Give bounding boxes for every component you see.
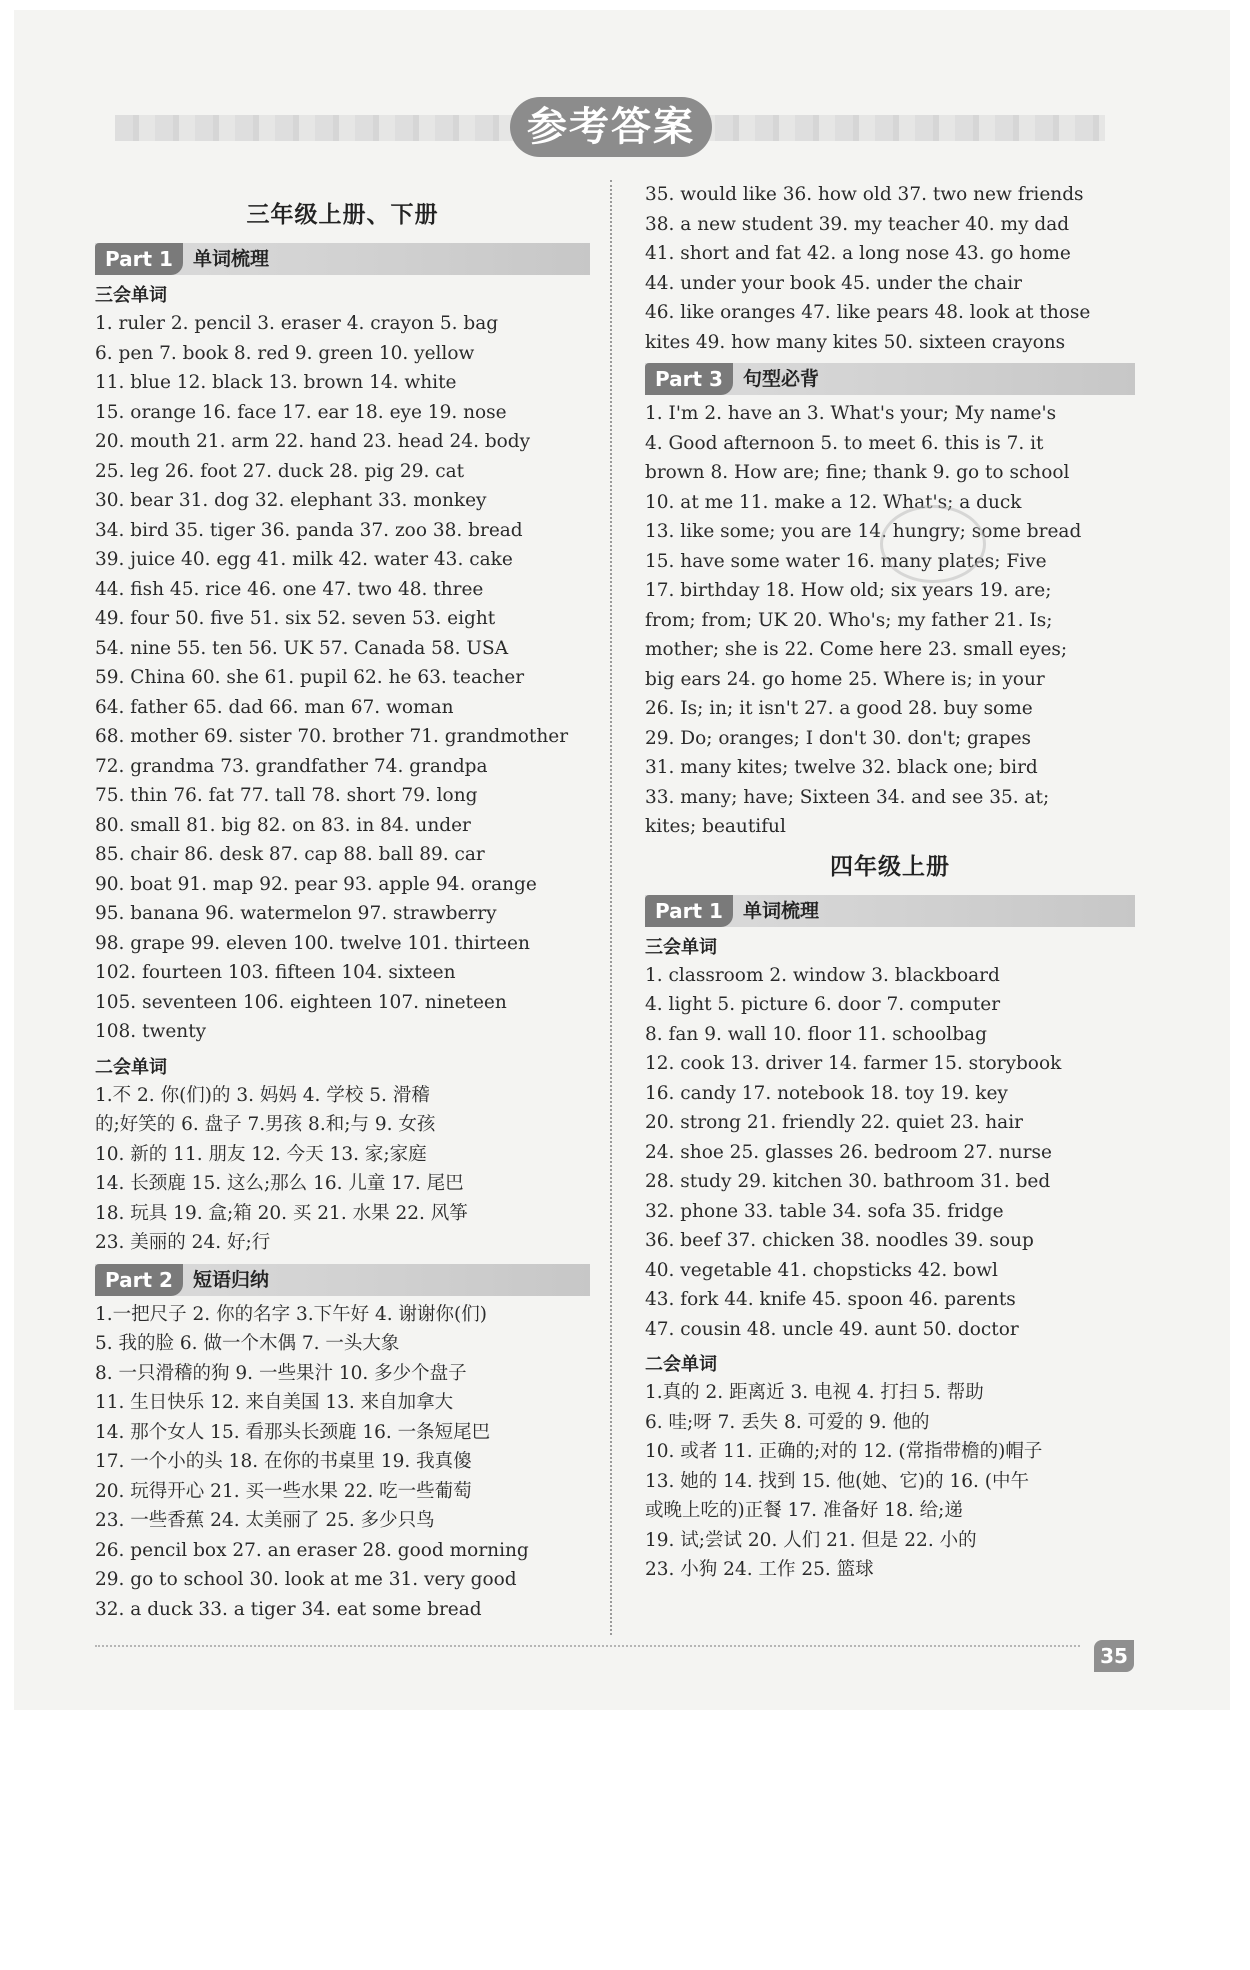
answer-line: 26. pencil box 27. an eraser 28. good morning (95, 1539, 529, 1561)
answer-line: 44. under your book 45. under the chair (645, 272, 1022, 294)
answer-line: 1.真的 2. 距离近 3. 电视 4. 打扫 5. 帮助 (645, 1382, 984, 1403)
answer-line: 23. 一些香蕉 24. 太美丽了 25. 多少只鸟 (95, 1510, 435, 1531)
answer-line: 14. 那个女人 15. 看那头长颈鹿 16. 一条短尾巴 (95, 1421, 491, 1443)
answer-line: 8. 一只滑稽的狗 9. 一些果汁 10. 多少个盘子 (95, 1362, 467, 1384)
answer-line: 32. a duck 33. a tiger 34. eat some bread (95, 1598, 482, 1620)
answer-line: 1.一把尺子 2. 你的名字 3.下午好 4. 谢谢你(们) (95, 1303, 487, 1325)
answer-line: 35. would like 36. how old 37. two new friends (645, 184, 1084, 205)
answer-line: 32. phone 33. table 34. sofa 35. fridge (645, 1200, 1004, 1222)
answer-line: big ears 24. go home 25. Where is; in your (645, 668, 1045, 690)
answer-line: 28. study 29. kitchen 30. bathroom 31. bed (645, 1171, 1051, 1192)
part-title: 短语归纳 (193, 1268, 270, 1291)
answer-lines (645, 180, 1135, 357)
part-tag: Part 3 (645, 363, 733, 395)
answer-lines (95, 1300, 590, 1625)
subsection-title: 二会单词 (645, 1354, 717, 1375)
part-header (95, 243, 590, 275)
grade-heading: 三年级上册、下册 (246, 202, 439, 228)
answer-line: 44. fish 45. rice 46. one 47. two 48. three (95, 578, 484, 600)
answer-line: 38. a new student 39. my teacher 40. my dad (645, 213, 1070, 235)
answer-line: brown 8. How are; fine; thank 9. go to school (645, 462, 1070, 483)
answer-line: 68. mother 69. sister 70. brother 71. grandmother (95, 726, 569, 747)
answer-lines (95, 309, 590, 1047)
right-column (645, 180, 1135, 1585)
subsection-title: 三会单词 (645, 936, 717, 958)
answer-line: 10. at me 11. make a 12. What's; a duck (645, 491, 1022, 513)
answer-line: 29. go to school 30. look at me 31. very good (95, 1569, 517, 1590)
answer-line: 59. China 60. she 61. pupil 62. he 63. teacher (95, 667, 525, 688)
answer-line: 64. father 65. dad 66. man 67. woman (95, 696, 454, 718)
answer-line: 4. Good afternoon 5. to meet 6. this is 7. it (645, 432, 1044, 454)
answer-line: 4. light 5. picture 6. door 7. computer (645, 994, 1001, 1015)
answer-line: 49. four 50. five 51. six 52. seven 53. eight (95, 608, 496, 629)
part-header (645, 895, 1135, 927)
answer-line: 47. cousin 48. uncle 49. aunt 50. doctor (645, 1318, 1019, 1340)
part-tag: Part 1 (645, 895, 733, 927)
answer-line: kites; beautiful (645, 816, 786, 837)
part-tag: Part 2 (95, 1264, 183, 1296)
answer-line: 29. Do; oranges; I don't 30. don't; grapes (645, 727, 1032, 749)
answer-line: 40. vegetable 41. chopsticks 42. bowl (645, 1259, 998, 1281)
answer-line: 20. 玩得开心 21. 买一些水果 22. 吃一些葡萄 (95, 1480, 472, 1502)
answer-line: 或晚上吃的)正餐 17. 准备好 18. 给;递 (645, 1500, 963, 1521)
part-header (95, 1264, 590, 1296)
watermark-stamp (880, 505, 986, 583)
answer-line: 1. classroom 2. window 3. blackboard (645, 964, 1000, 986)
answer-line: 15. have some water 16. many plates; Five (645, 550, 1047, 572)
part-title: 单词梳理 (743, 899, 820, 922)
answer-line: 31. many kites; twelve 32. black one; bird (645, 757, 1038, 778)
answer-line: 98. grape 99. eleven 100. twelve 101. thirteen (95, 932, 530, 954)
answer-line: 26. Is; in; it isn't 27. a good 28. buy some (645, 698, 1033, 719)
answer-line: 23. 小狗 24. 工作 25. 篮球 (645, 1559, 874, 1580)
answer-line: 34. bird 35. tiger 36. panda 37. zoo 38. bread (95, 519, 523, 541)
answer-line: 15. orange 16. face 17. ear 18. eye 19. nose (95, 401, 507, 423)
answer-line: 的;好笑的 6. 盘子 7.男孩 8.和;与 9. 女孩 (95, 1114, 436, 1135)
answer-line: 36. beef 37. chicken 38. noodles 39. soup (645, 1230, 1034, 1251)
banner-title: 参考答案 (510, 97, 712, 157)
answer-line: 41. short and fat 42. a long nose 43. go home (645, 243, 1071, 264)
part-title: 句型必背 (743, 368, 820, 390)
grade-heading: 四年级上册 (830, 853, 950, 880)
answer-line: 8. fan 9. wall 10. floor 11. schoolbag (645, 1023, 987, 1045)
answer-line: 16. candy 17. notebook 18. toy 19. key (645, 1082, 1008, 1104)
answer-line: 95. banana 96. watermelon 97. strawberry (95, 903, 497, 924)
answer-line: 54. nine 55. ten 56. UK 57. Canada 58. USA (95, 637, 509, 659)
answer-line: 13. like some; you are 14. hungry; some bread (645, 521, 1082, 542)
answer-line: 12. cook 13. driver 14. farmer 15. storybook (645, 1053, 1062, 1074)
answer-line: 72. grandma 73. grandfather 74. grandpa (95, 755, 488, 777)
answer-line: 19. 试;尝试 20. 人们 21. 但是 22. 小的 (645, 1529, 977, 1551)
answer-line: 17. birthday 18. How old; six years 19. are; (645, 580, 1052, 601)
subsection-title: 二会单词 (95, 1056, 167, 1078)
answer-line: 11. 生日快乐 12. 来自美国 13. 来自加拿大 (95, 1392, 454, 1413)
part-title: 单词梳理 (193, 248, 270, 270)
answer-lines (645, 399, 1135, 842)
answer-lines (645, 961, 1135, 1345)
answer-line: 18. 玩具 19. 盒;箱 20. 买 21. 水果 22. 风筝 (95, 1202, 468, 1224)
answer-line: 20. mouth 21. arm 22. hand 23. head 24. body (95, 431, 531, 452)
footer-rule (95, 1645, 1080, 1647)
answer-line: 102. fourteen 103. fifteen 104. sixteen (95, 962, 456, 983)
answer-line: 6. pen 7. book 8. red 9. green 10. yellow (95, 342, 475, 364)
answer-line: 20. strong 21. friendly 22. quiet 23. hair (645, 1112, 1023, 1133)
answer-line: 25. leg 26. foot 27. duck 28. pig 29. cat (95, 460, 465, 482)
answer-line: 10. 或者 11. 正确的;对的 12. (常指带檐的)帽子 (645, 1441, 1043, 1462)
answer-line: 85. chair 86. desk 87. cap 88. ball 89. car (95, 844, 485, 865)
subsection-title: 三会单词 (95, 285, 167, 306)
answer-lines (95, 1081, 590, 1258)
answer-line: 11. blue 12. black 13. brown 14. white (95, 372, 457, 393)
answer-line: 80. small 81. big 82. on 83. in 84. under (95, 814, 471, 836)
part-tag: Part 1 (95, 243, 183, 275)
part-header (645, 363, 1135, 395)
page-number: 35 (1094, 1640, 1134, 1672)
answer-line: 6. 哇;呀 7. 丢失 8. 可爱的 9. 他的 (645, 1411, 930, 1433)
answer-line: 5. 我的脸 6. 做一个木偶 7. 一头大象 (95, 1333, 400, 1354)
answer-line: 75. thin 76. fat 77. tall 78. short 79. long (95, 785, 478, 806)
answer-line: mother; she is 22. Come here 23. small eyes; (645, 639, 1068, 660)
answer-lines (645, 1378, 1135, 1585)
answer-line: 14. 长颈鹿 15. 这么;那么 16. 儿童 17. 尾巴 (95, 1173, 464, 1194)
answer-line: 43. fork 44. knife 45. spoon 46. parents (645, 1289, 1016, 1310)
answer-line: 24. shoe 25. glasses 26. bedroom 27. nurse (645, 1141, 1052, 1163)
answer-line: 1.不 2. 你(们)的 3. 妈妈 4. 学校 5. 滑稽 (95, 1084, 430, 1106)
answer-line: 90. boat 91. map 92. pear 93. apple 94. orange (95, 873, 537, 895)
column-divider (610, 180, 612, 1635)
answer-line: 105. seventeen 106. eighteen 107. nineteen (95, 991, 507, 1013)
answer-line: 33. many; have; Sixteen 34. and see 35. at; (645, 786, 1050, 808)
answer-line: 23. 美丽的 24. 好;行 (95, 1232, 271, 1253)
answer-line: 46. like oranges 47. like pears 48. look at those (645, 302, 1091, 323)
answer-line: kites 49. how many kites 50. sixteen crayons (645, 331, 1066, 353)
left-column (95, 190, 590, 1624)
answer-line: 30. bear 31. dog 32. elephant 33. monkey (95, 490, 487, 511)
answer-line: 17. 一个小的头 18. 在你的书桌里 19. 我真傻 (95, 1451, 472, 1472)
answer-line: from; from; UK 20. Who's; my father 21. Is; (645, 609, 1053, 631)
answer-line: 13. 她的 14. 找到 15. 他(她、它)的 16. (中午 (645, 1470, 1030, 1492)
answer-line: 10. 新的 11. 朋友 12. 今天 13. 家;家庭 (95, 1143, 427, 1165)
answer-line: 39. juice 40. egg 41. milk 42. water 43. cake (95, 549, 513, 570)
answer-line: 1. I'm 2. have an 3. What's your; My name's (645, 403, 1057, 424)
answer-line: 1. ruler 2. pencil 3. eraser 4. crayon 5. bag (95, 313, 499, 334)
answer-line: 108. twenty (95, 1021, 207, 1042)
